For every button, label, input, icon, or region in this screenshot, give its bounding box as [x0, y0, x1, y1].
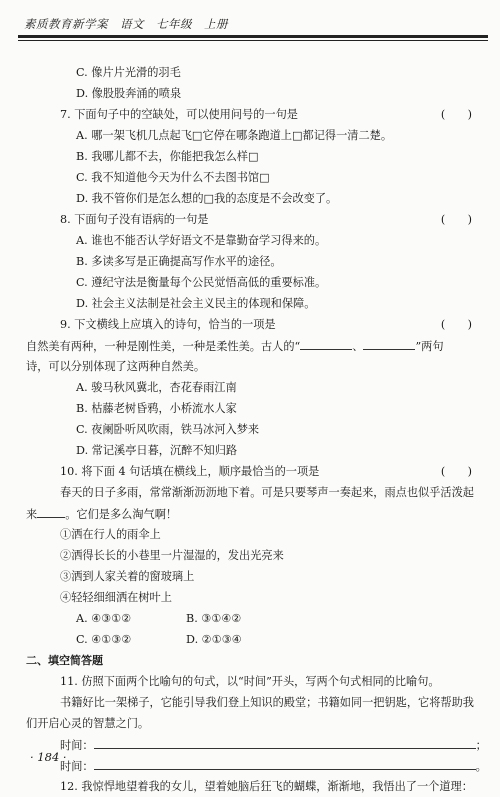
option-text: B. 多读多写是正确提高写作水平的途径。 — [76, 255, 282, 268]
option-text: C. 夜阑卧听风吹雨，铁马冰河入梦来 — [76, 423, 260, 436]
answer-bracket: ( ) — [440, 213, 472, 226]
question-stem: 8. 下面句子没有语病的一句是 — [60, 213, 209, 226]
passage-segment: 。它们是多么淘气啊！ — [65, 508, 178, 521]
answer-punct: ； — [475, 739, 487, 752]
answer-label: 时间： — [60, 739, 94, 752]
question-8 — [26, 209, 482, 230]
fill-blank — [300, 335, 352, 350]
header-rule — [18, 35, 488, 38]
passage-segment: 、 — [352, 340, 364, 353]
sentence-item: ①洒在行人的雨伞上 — [60, 528, 161, 541]
header-rule-thin — [18, 40, 488, 41]
question-11: 11. 仿照下面两个比喻句的句式，以“时间”开头，写两个句式相同的比喻句。 — [60, 675, 440, 688]
passage-segment: 自然美有两种，一种是刚性美，一种是柔性美。古人的“ — [26, 340, 301, 353]
sentence-item: ②洒得长长的小巷里一片湿湿的，发出光亮来 — [60, 549, 284, 562]
question-7 — [26, 104, 482, 125]
option-text: C. 遵纪守法是衡量每个公民觉悟高低的重要标准。 — [76, 276, 327, 289]
option-text: D. 常记溪亭日暮，沉醉不知归路 — [76, 444, 238, 457]
passage-segment: ”两句 — [415, 340, 444, 353]
passage-segment: 来 — [26, 508, 38, 521]
option-text: A. ④③①② — [76, 612, 132, 625]
option-text: D. 社会主义法制是社会主义民主的体现和保障。 — [76, 297, 316, 310]
option-text: B. ③①④② — [186, 612, 242, 625]
option-text: C. ④①③② — [76, 633, 132, 646]
question-9 — [26, 314, 482, 335]
question-stem: 7. 下面句子中的空缺处，可以使用问号的一句是 — [60, 108, 298, 121]
option-text: A. 哪一架飞机几点起飞□它停在哪条跑道上□都记得一清二楚。 — [76, 129, 393, 142]
page-header — [0, 0, 500, 44]
page-number: · 184 · — [30, 750, 67, 764]
answer-line — [26, 734, 487, 755]
passage-text: 们开启心灵的智慧之门。 — [26, 717, 150, 730]
answer-label: 时间： — [60, 760, 94, 773]
option-text: C. 我不知道他今天为什么不去图书馆□ — [76, 171, 270, 184]
passage-text — [26, 335, 482, 356]
answer-bracket: ( ) — [440, 108, 472, 121]
fill-blank — [363, 335, 415, 350]
sentence-item: ③洒到人家关着的窗玻璃上 — [60, 570, 195, 583]
question-10 — [26, 461, 482, 482]
header-title: 素质教育新学案 语文 七年级 上册 — [24, 17, 228, 31]
passage-text: 春天的日子多雨，常常渐渐沥沥地下着。可是只要琴声一奏起来，雨点也似乎活泼起 — [60, 486, 474, 499]
option-text: A. 骏马秋风冀北，杏花春雨江南 — [76, 381, 237, 394]
passage-text — [26, 503, 482, 524]
option-text: C. 像片片光滑的羽毛 — [76, 66, 181, 79]
question-stem: 10. 将下面 4 句话填在横线上，顺序最恰当的一项是 — [60, 465, 320, 478]
sentence-item: ④轻轻细细洒在树叶上 — [60, 591, 172, 604]
question-stem: 9. 下文横线上应填入的诗句，恰当的一项是 — [60, 318, 276, 331]
option-text: D. 我不管你们是怎么想的□我的态度是不会改变了。 — [76, 192, 338, 205]
option-row — [26, 608, 482, 629]
fill-blank — [37, 503, 65, 518]
question-12: 12. 我惊悍地望着我的女儿，望着她脑后狂飞的蝴蝶，渐渐地，我悟出了一个道理： — [60, 780, 473, 793]
option-text: A. 谁也不能否认学好语文不是靠勤奋学习得来的。 — [76, 234, 327, 247]
option-row — [26, 629, 482, 650]
passage-text: 诗，可以分别体现了这两种自然美。 — [26, 360, 206, 373]
option-text: B. 我哪儿都不去，你能把我怎么样□ — [76, 150, 259, 163]
passage-text: 书籍好比一架梯子，它能引导我们登上知识的殿堂；书籍如同一把钥匙，它将帮助我 — [60, 696, 474, 709]
answer-line — [26, 755, 487, 776]
answer-writing-line[interactable] — [94, 755, 476, 770]
answer-bracket: ( ) — [440, 318, 472, 331]
option-text: B. 枯藤老树昏鸦，小桥流水人家 — [76, 402, 237, 415]
answer-punct: 。 — [475, 760, 487, 773]
answer-writing-line[interactable] — [94, 734, 476, 749]
page-content — [26, 62, 487, 797]
section-heading: 二、填空简答题 — [26, 654, 103, 667]
option-text: D. 像股股奔涌的喷泉 — [76, 87, 182, 100]
answer-bracket: ( ) — [440, 465, 472, 478]
option-text: D. ②①③④ — [186, 633, 242, 646]
